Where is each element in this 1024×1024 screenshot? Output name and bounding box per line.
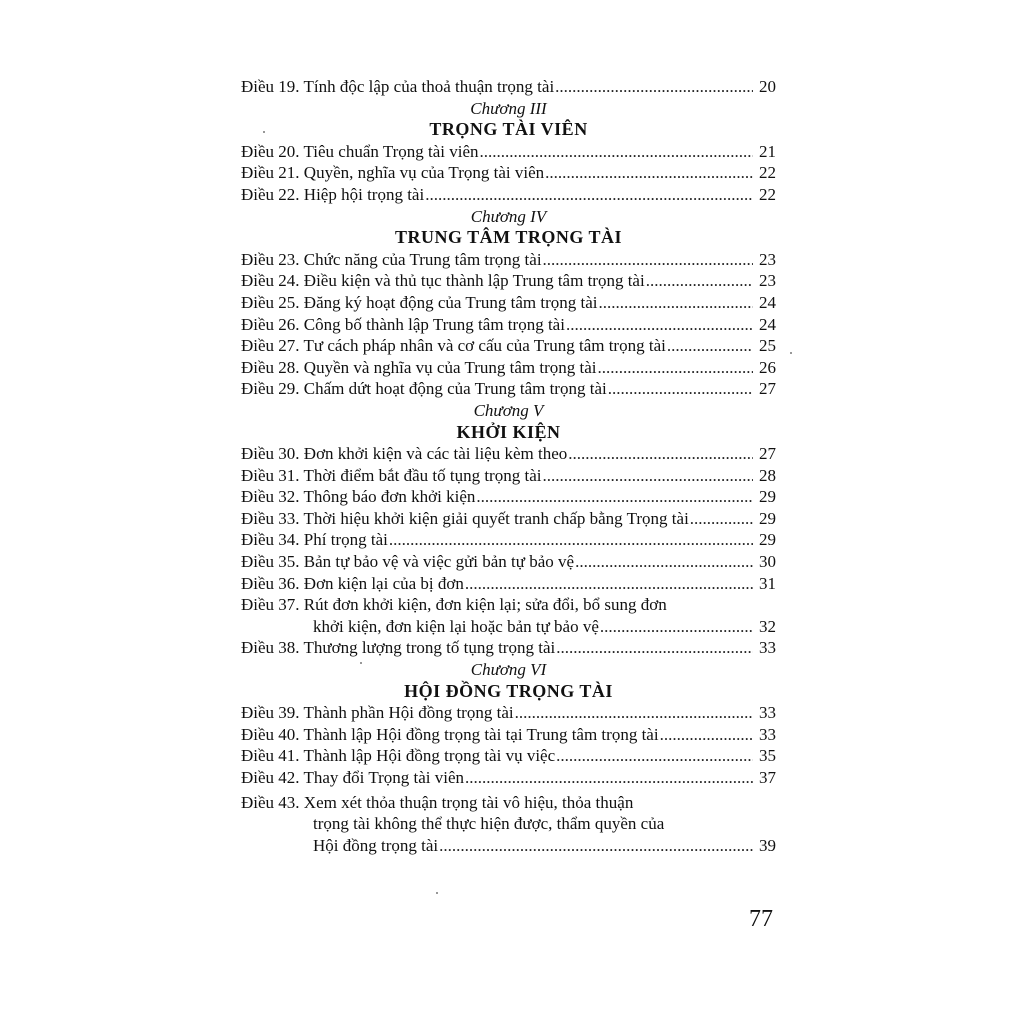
- toc-entry-24: Điều 24. Điều kiện và thủ tục thành lập Trung tâm trọng tài ..... 23: [241, 270, 776, 292]
- paper-speck: [360, 662, 362, 664]
- toc-page-number: 31: [759, 573, 776, 593]
- toc-entry-39: Điều 39. Thành phần Hội đồng trọng tài ..... 33: [241, 702, 776, 724]
- chapter-label: Chương III: [470, 98, 547, 118]
- toc-entry-27: Điều 27. Tư cách pháp nhân và cơ cấu của Trung tâm trọng tài ..... 25: [241, 335, 776, 357]
- toc-page-number: 29: [759, 530, 776, 550]
- toc-page-number: 33: [759, 703, 776, 723]
- chapter-title: TRỌNG TÀI VIÊN: [429, 119, 588, 140]
- chapter-title: HỘI ĐỒNG TRỌNG TÀI: [404, 680, 613, 701]
- toc-page-number: 29: [759, 487, 776, 507]
- toc-page-number: 24: [759, 314, 776, 334]
- paper-speck: [263, 131, 265, 133]
- toc-page-number: 30: [759, 552, 776, 572]
- toc-entry-33: Điều 33. Thời hiệu khởi kiện giải quyết tranh chấp bằng Trọng tài ..... 29: [241, 508, 776, 530]
- chapter-title: KHỞI KIỆN: [456, 421, 561, 442]
- table-of-contents: [241, 76, 776, 856]
- toc-page-number: 33: [759, 638, 776, 658]
- toc-page-number: 26: [759, 357, 776, 377]
- toc-page-number: 25: [759, 336, 776, 356]
- chapter-title: TRUNG TÂM TRỌNG TÀI: [394, 227, 623, 248]
- toc-page-number: 35: [759, 746, 776, 766]
- toc-entry-40: Điều 40. Thành lập Hội đồng trọng tài tại Trung tâm trọng tài ..... 33: [241, 724, 776, 746]
- toc-entry-25: Điều 25. Đăng ký hoạt động của Trung tâm trọng tài ..... 24: [241, 292, 776, 314]
- toc-page-number: 23: [759, 249, 776, 269]
- toc-entry-22: Điều 22. Hiệp hội trọng tài ..... 22: [241, 184, 776, 206]
- toc-page-number: 27: [759, 379, 776, 399]
- toc-entry-29: Điều 29. Chấm dứt hoạt động của Trung tâm trọng tài ..... 27: [241, 378, 776, 400]
- toc-page-number: 23: [759, 271, 776, 291]
- toc-page-number: 20: [759, 77, 776, 96]
- toc-entry-32: Điều 32. Thông báo đơn khởi kiện ..... 29: [241, 486, 776, 508]
- toc-entry-21: Điều 21. Quyền, nghĩa vụ của Trọng tài viên ..... 22: [241, 162, 776, 184]
- chapter-label: Chương V: [473, 400, 544, 420]
- toc-entry-26: Điều 26. Công bố thành lập Trung tâm trọng tài ..... 24: [241, 314, 776, 336]
- toc-page-number: 39: [759, 835, 776, 855]
- toc-page-number: 29: [759, 508, 776, 528]
- toc-entry-20: Điều 20. Tiêu chuẩn Trọng tài viên ..... 21: [241, 141, 776, 163]
- toc-entry-41: Điều 41. Thành lập Hội đồng trọng tài vụ việc ..... 35: [241, 745, 776, 767]
- toc-page-number: 22: [759, 184, 776, 204]
- toc-entry-43-line1: Điều 43. Xem xét thỏa thuận trọng tài vô hiệu, thỏa thuận: [241, 792, 634, 812]
- toc-page-number: 27: [759, 444, 776, 464]
- toc-entry-43: Hội đồng trọng tài ..... 39: [241, 835, 776, 857]
- toc-entry-37-line1: Điều 37. Rút đơn khởi kiện, đơn kiện lại; sửa đổi, bổ sung đơn: [241, 595, 667, 615]
- toc-entry-30: Điều 30. Đơn khởi kiện và các tài liệu kèm theo ..... 27: [241, 443, 776, 465]
- toc-entry-37: khởi kiện, đơn kiện lại hoặc bản tự bảo vệ ..... 32: [241, 616, 776, 638]
- toc-entry-28: Điều 28. Quyền và nghĩa vụ của Trung tâm trọng tài ..... 26: [241, 357, 776, 379]
- toc-entry-19: Điều 19. Tính độc lập của thoả thuận trọng tài ..... 20: [241, 76, 776, 98]
- chapter-label: Chương VI: [470, 660, 547, 680]
- toc-entry-42: Điều 42. Thay đổi Trọng tài viên ..... 37: [241, 767, 776, 789]
- toc-entry-36: Điều 36. Đơn kiện lại của bị đơn ..... 31: [241, 573, 776, 595]
- toc-entry-34: Điều 34. Phí trọng tài ..... 29: [241, 529, 776, 551]
- chapter-label: Chương IV: [470, 206, 547, 226]
- toc-entry-31: Điều 31. Thời điểm bắt đầu tố tụng trọng tài ..... 28: [241, 465, 776, 487]
- paper-speck: [436, 892, 438, 894]
- toc-page-number: 28: [759, 465, 776, 485]
- toc-entry-35: Điều 35. Bản tự bảo vệ và việc gửi bản tự bảo vệ ..... 30: [241, 551, 776, 573]
- toc-page-number: 33: [759, 724, 776, 744]
- paper-speck: [790, 352, 792, 354]
- toc-entry-23: Điều 23. Chức năng của Trung tâm trọng tài ..... 23: [241, 249, 776, 271]
- page-number: 77: [749, 906, 773, 932]
- toc-page-number: 21: [759, 141, 776, 161]
- toc-page-number: 32: [759, 616, 776, 636]
- toc-page-number: 24: [759, 292, 776, 312]
- toc-page-number: 37: [759, 768, 776, 787]
- toc-entry-38: Điều 38. Thương lượng trong tố tụng trọng tài ..... 33: [241, 637, 776, 659]
- toc-entry-43-line2: trọng tài không thể thực hiện được, thẩm quyền của: [313, 814, 665, 834]
- toc-page-number: 22: [759, 163, 776, 183]
